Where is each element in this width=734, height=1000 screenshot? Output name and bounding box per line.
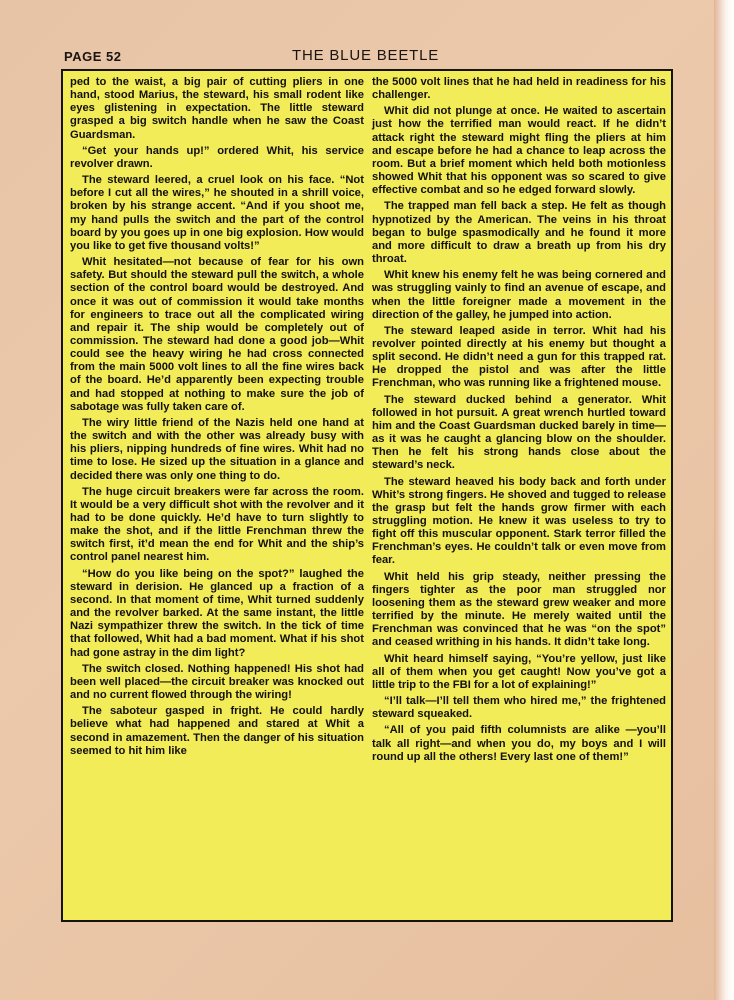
- paragraph: The steward heaved his body back and forth under Whit’s strong fingers. He shoved and tugged to release the grasp but felt the hands grow firmer with each struggling motion. He knew it was useless to try to fight off this muscular opponent. Stark terror filled the Frenchman’s eyes. He couldn’t talk or even move from fear.: [372, 475, 666, 567]
- paragraph: Whit heard himself saying, “You’re yellow, just like all of them when you get caught! Now you’ve got a little trip to the FBI for a lot of explaining!”: [372, 652, 666, 691]
- paragraph: Whit did not plunge at once. He waited to ascertain just how the terrified man would react. If he didn’t attack right the steward might fling the pliers at him and escape before he had a chance to leap across the room. But a brief moment which held both motionless showed Whit that his opponent was so scared to give effective combat and so he edged forward slowly.: [372, 105, 666, 197]
- paragraph: “All of you paid fifth columnists are alike —you’ll talk all right—and when you do, my boys and I will round up all the others! Every last one of them!”: [372, 724, 666, 763]
- paragraph: The trapped man fell back a step. He felt as though hypnotized by the American. The veins in his throat began to bulge spasmodically and he found it more and more difficult to draw a breath up from his dry throat.: [372, 200, 666, 266]
- paragraph: “I’ll talk—I’ll tell them who hired me,” the frightened steward squeaked.: [372, 695, 666, 721]
- paragraph: “How do you like being on the spot?” laughed the steward in derision. He glanced up a fraction of a second. In that moment of time, Whit turned suddenly and the revolver barked. At the same instant, the little Nazi sympathizer threw the switch. In the tick of time that followed, Whit had a bad moment. What if his shot had gone astray in the dim light?: [70, 567, 364, 659]
- paragraph: The huge circuit breakers were far across the room. It would be a very difficult shot with the revolver and it had to be done quickly. He’d have to turn slightly to make the shot, and if the little Frenchman threw the switch first, it’d mean the end for Whit and the ship’s control panel nearest him.: [70, 485, 364, 564]
- paragraph: Whit hesitated—not because of fear for his own safety. But should the steward pull the switch, a whole section of the control board would be destroyed. And once it was out of commission it would take months for engineers to trace out all the complicated wiring and repair it. The ship would be completely out of commission. The steward had done a good job—Whit could see the heavy wiring he had cross connected from the main 5000 volt lines to all the fine wires back of the board. He’d apparently been expecting trouble and had stopped at nothing to make sure the job of sabotage was fully taken care of.: [70, 256, 364, 413]
- paragraph: The saboteur gasped in fright. He could hardly believe what had happened and stared at Whit a second in amazement. Then the danger of his situation seemed to hit him like: [70, 705, 364, 757]
- paragraph: ped to the waist, a big pair of cutting pliers in one hand, stood Marius, the steward, his small rodent like eyes glistening in expectation. The little steward grasped a big switch handle when he saw the Coast Guardsman.: [70, 76, 364, 141]
- page-header: [62, 47, 672, 67]
- page-number: PAGE 52: [64, 49, 122, 64]
- paragraph: The steward ducked behind a generator. Whit followed in hot pursuit. A great wrench hurtled toward him and the Coast Guardsman ducked barely in time—as it was he caught a glancing blow on the shoulder. Then he felt his strong hands close about the steward’s neck.: [372, 393, 666, 472]
- left-column: [70, 76, 364, 761]
- paragraph: Whit knew his enemy felt he was being cornered and was struggling vainly to find an avenue of escape, and when the little foreigner made a movement in the direction of the galley, he jumped into action.: [372, 269, 666, 321]
- scan-edge: [714, 0, 734, 1000]
- text-panel: [61, 69, 673, 922]
- paragraph: The steward leaped aside in terror. Whit had his revolver pointed directly at his enemy but thought a split second. He didn’t need a gun for this trapped rat. He dropped the pistol and was after the little Frenchman, who was running like a frightened mouse.: [372, 324, 666, 390]
- paragraph: the 5000 volt lines that he had held in readiness for his challenger.: [372, 76, 666, 102]
- paragraph: “Get your hands up!” ordered Whit, his service revolver drawn.: [70, 144, 364, 170]
- paragraph: Whit held his grip steady, neither pressing the fingers tighter as the poor man struggled nor loosening them as the steward grew weaker and more terrified by the minute. He merely waited until the Frenchman was convinced that he was “on the spot” and ceased writhing in his hands. It didn’t take long.: [372, 570, 666, 649]
- running-title: THE BLUE BEETLE: [292, 47, 440, 64]
- paragraph: The switch closed. Nothing happened! His shot had been well placed—the circuit breaker was knocked out and no current flowed through the wiring!: [70, 662, 364, 702]
- right-column: [372, 76, 666, 767]
- paragraph: The steward leered, a cruel look on his face. “Not before I cut all the wires,” he shouted in a shrill voice, broken by his strange accent. “And if you shoot me, my hand pulls the switch and the part of the control board by you goes up in one big explosion. How would you like to get five thousand volts!”: [70, 174, 364, 252]
- paragraph: The wiry little friend of the Nazis held one hand at the switch and with the other was already busy with his pliers, nipping hundreds of fine wires. Whit had no time to lose. He sized up the situation in a glance and decided there was only one thing to do.: [70, 416, 364, 482]
